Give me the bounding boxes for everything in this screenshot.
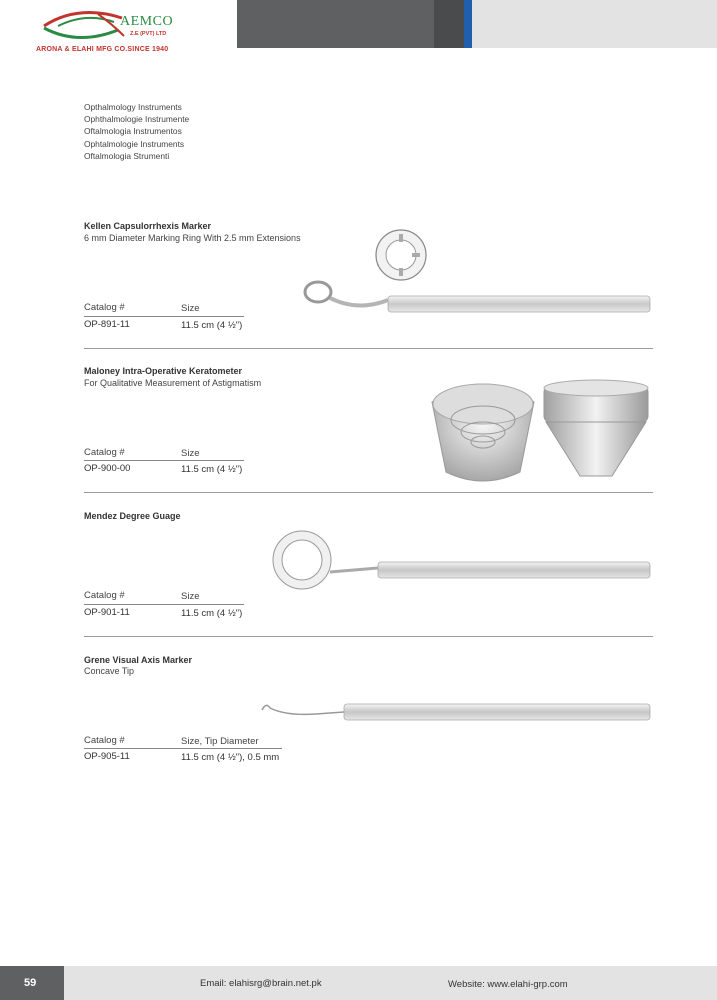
table-underline — [84, 748, 282, 749]
keratometer-knurled-image — [540, 378, 652, 480]
catalog-number: OP-900-00 — [84, 463, 131, 474]
section-divider — [84, 636, 653, 637]
header-band-dark — [237, 0, 434, 48]
category-label: Ophthalmologie Instrumente — [84, 114, 190, 125]
catalog-header: Catalog # — [84, 735, 125, 746]
keratometer-cone-image — [428, 372, 538, 484]
size-header: Size — [181, 303, 200, 314]
section-divider — [84, 348, 653, 349]
product-description: Concave Tip — [84, 666, 135, 676]
product-description: For Qualitative Measurement of Astigmatism — [84, 378, 262, 388]
catalog-header: Catalog # — [84, 302, 125, 313]
catalog-header: Catalog # — [84, 447, 125, 458]
product-description: 6 mm Diameter Marking Ring With 2.5 mm Extensions — [84, 233, 301, 243]
header-band-light — [472, 0, 717, 48]
capsulorrhexis-marker-image — [298, 272, 654, 322]
brand-subname: Z.E (PVT) LTD — [130, 31, 167, 37]
degree-gauge-image — [268, 528, 654, 594]
page-number: 59 — [24, 977, 37, 989]
footer-bar — [0, 966, 717, 1000]
category-language-list — [84, 101, 189, 162]
size-header: Size — [181, 591, 200, 602]
footer-email: Email: elahisrg@brain.net.pk — [200, 978, 322, 989]
table-underline — [84, 604, 244, 605]
product-title: Maloney Intra-Operative Keratometer — [84, 366, 243, 376]
catalog-number: OP-891-11 — [84, 319, 130, 330]
header-band-mid — [434, 0, 464, 48]
category-label: Oftalmologia Strumenti — [84, 150, 170, 161]
category-label: Opthalmology Instruments — [84, 102, 182, 112]
size-header: Size — [181, 448, 200, 459]
size-header: Size, Tip Diameter — [181, 736, 259, 747]
catalog-number: OP-905-11 — [84, 751, 130, 762]
product-title: Mendez Degree Guage — [84, 511, 181, 521]
header-band-blue — [464, 0, 472, 48]
table-underline — [84, 316, 244, 317]
footer-website: Website: www.elahi-grp.com — [448, 979, 568, 990]
catalog-number: OP-901-11 — [84, 607, 130, 618]
table-underline — [84, 460, 244, 461]
aemco-logo-icon — [38, 6, 198, 46]
section-divider — [84, 492, 653, 493]
brand-name: AEMCO — [120, 14, 174, 29]
visual-axis-marker-image — [256, 698, 654, 726]
size-value: 11.5 cm (4 ½") — [181, 320, 243, 331]
product-title: Kellen Capsulorrhexis Marker — [84, 221, 212, 231]
category-label: Oftalmologia Instrumentos — [84, 126, 182, 137]
size-value: 11.5 cm (4 ½") — [181, 608, 243, 619]
catalog-header: Catalog # — [84, 590, 125, 601]
product-title: Grene Visual Axis Marker — [84, 655, 193, 665]
category-label: Ophtalmologie Instruments — [84, 138, 185, 149]
size-value: 11.5 cm (4 ½") — [181, 464, 243, 475]
size-value: 11.5 cm (4 ½"), 0.5 mm — [181, 752, 280, 763]
brand-tagline: ARONA & ELAHI MFG CO.SINCE 1940 — [36, 46, 169, 53]
